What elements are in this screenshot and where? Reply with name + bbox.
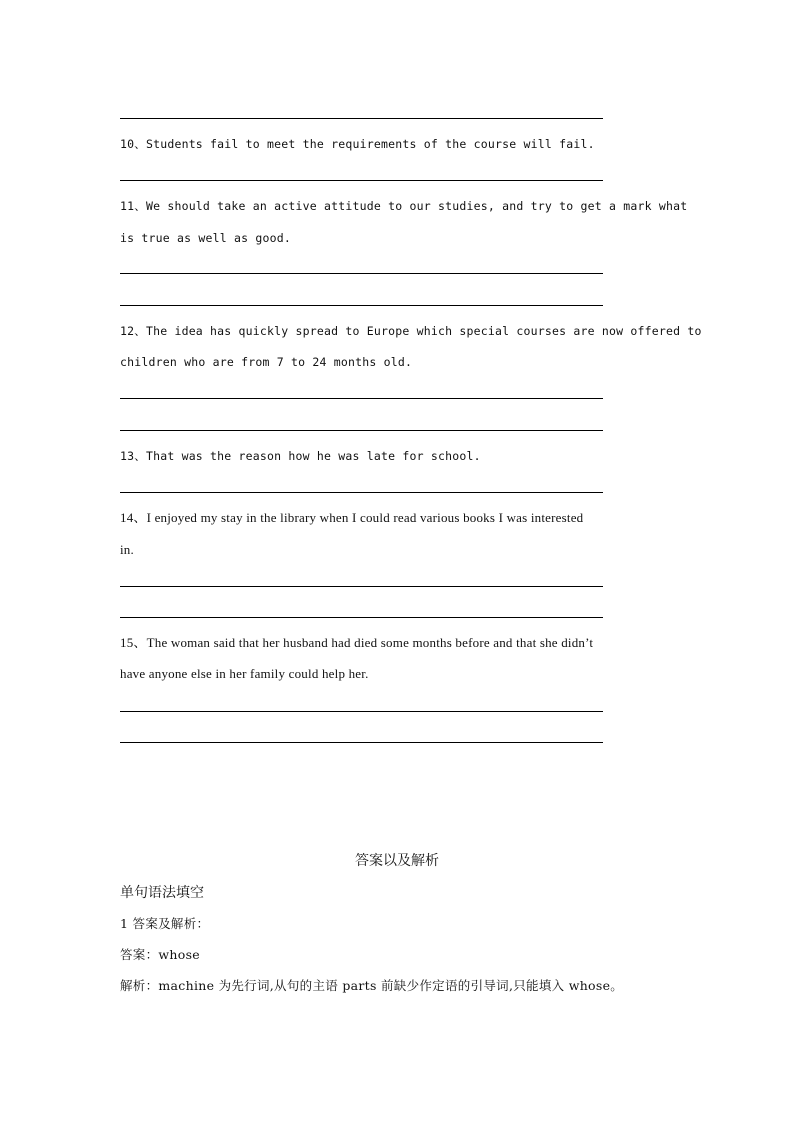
answer-line bbox=[120, 586, 603, 587]
answer-line bbox=[120, 180, 603, 181]
question-12-text-cont: children who are from 7 to 24 months old. bbox=[120, 355, 413, 369]
answer-line bbox=[120, 118, 603, 119]
question-14-text-cont: in. bbox=[120, 542, 134, 557]
answer-line bbox=[120, 742, 603, 743]
answer-explanation: 解析：machine 为先行词,从句的主语 parts 前缺少作定语的引导词,只能填入 whose。 bbox=[120, 978, 624, 993]
question-11-text: 11、We should take an active attitude to our studies, and try to get a mark what bbox=[120, 199, 688, 213]
question-12-text: 12、The idea has quickly spread to Europe which special courses are now offered to bbox=[120, 324, 702, 338]
question-13-text: 13、That was the reason how he was late for school. bbox=[120, 449, 481, 463]
answer-item-header: 1 答案及解析： bbox=[120, 916, 210, 931]
question-14-text: 14、I enjoyed my stay in the library when I could read various books I was interested bbox=[120, 510, 584, 525]
question-10-text: 10、Students fail to meet the requirements of the course will fail. bbox=[120, 137, 595, 151]
answer-line bbox=[120, 305, 603, 306]
section-heading: 单句语法填空 bbox=[120, 885, 204, 901]
answer-line bbox=[120, 430, 603, 431]
answer-line bbox=[120, 617, 603, 618]
question-15-text: 15、The woman said that her husband had died some months before and that she didn’t bbox=[120, 635, 594, 650]
answer-line bbox=[120, 398, 603, 399]
answers-title: 答案以及解析 bbox=[355, 853, 439, 869]
answer-line bbox=[120, 711, 603, 712]
question-15-text-cont: have anyone else in her family could help her. bbox=[120, 666, 369, 681]
question-11-text-cont: is true as well as good. bbox=[120, 231, 291, 245]
answer-value: 答案：whose bbox=[120, 947, 200, 962]
answer-line bbox=[120, 492, 603, 493]
answer-line bbox=[120, 273, 603, 274]
